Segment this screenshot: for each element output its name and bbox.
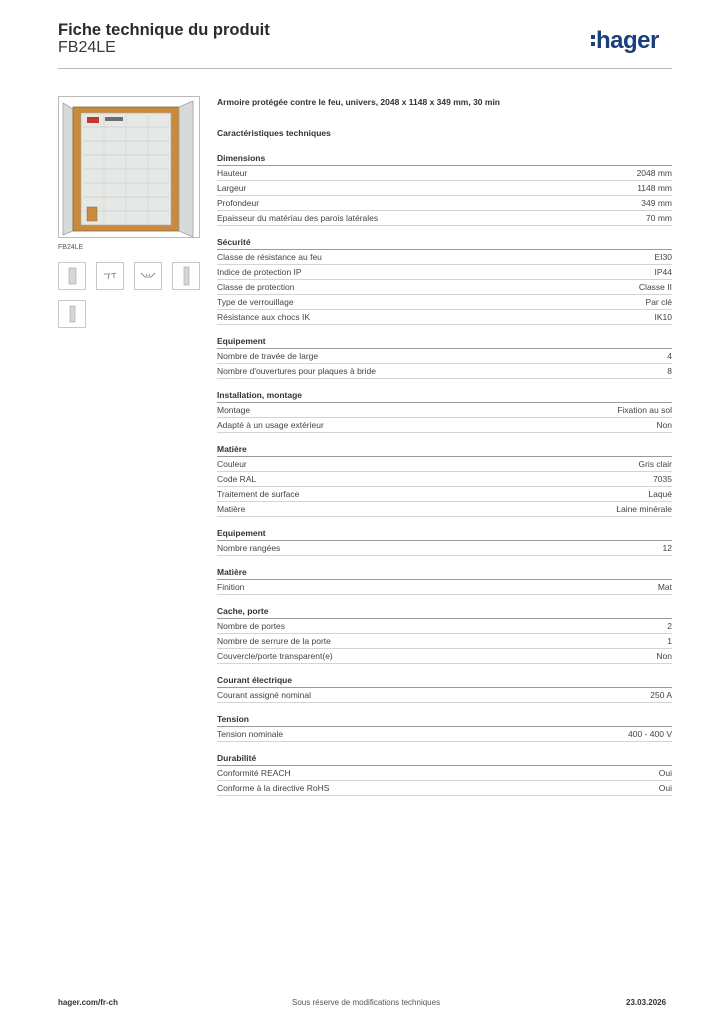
spec-value: 1148 mm bbox=[637, 183, 672, 193]
spec-value: Non bbox=[656, 420, 672, 430]
spec-label: Epaisseur du matériau des parois latérales bbox=[217, 213, 379, 223]
spec-row bbox=[217, 166, 672, 181]
spec-label: Nombre de travée de large bbox=[217, 351, 319, 361]
section bbox=[217, 605, 672, 664]
spec-label: Couleur bbox=[217, 459, 247, 469]
spec-row bbox=[217, 619, 672, 634]
spec-label: Nombre de portes bbox=[217, 621, 286, 631]
spec-row bbox=[217, 766, 672, 781]
spec-row bbox=[217, 196, 672, 211]
spec-value: Laine minérale bbox=[616, 504, 672, 514]
spec-value: 4 bbox=[667, 351, 672, 361]
spec-row bbox=[217, 349, 672, 364]
spec-row bbox=[217, 472, 672, 487]
spec-row bbox=[217, 250, 672, 265]
image-caption: FB24LE bbox=[58, 244, 84, 251]
spec-label: Traitement de surface bbox=[217, 489, 300, 499]
cabinet-side-icon bbox=[173, 263, 199, 289]
thumbnail-drawing-2[interactable] bbox=[134, 262, 162, 290]
spec-label: Matière bbox=[217, 504, 246, 514]
spec-label: Courant assigné nominal bbox=[217, 690, 312, 700]
cabinet-front-icon bbox=[59, 263, 85, 289]
spec-label: Nombre de serrure de la porte bbox=[217, 636, 331, 646]
spec-row bbox=[217, 280, 672, 295]
section bbox=[217, 389, 672, 433]
section-title: Dimensions bbox=[217, 152, 672, 166]
section bbox=[217, 236, 672, 325]
footer-notice: Sous réserve de modifications techniques bbox=[292, 998, 441, 1007]
spec-label: Classe de résistance au feu bbox=[217, 252, 322, 262]
spec-value: 12 bbox=[662, 543, 672, 553]
spec-row bbox=[217, 502, 672, 517]
spec-row bbox=[217, 403, 672, 418]
thumbnail-side-view[interactable] bbox=[172, 262, 200, 290]
spec-label: Finition bbox=[217, 582, 245, 592]
spec-value: Classe II bbox=[638, 282, 672, 292]
spec-value: 2 bbox=[667, 621, 672, 631]
spec-row bbox=[217, 649, 672, 664]
sections-container bbox=[217, 152, 672, 796]
section bbox=[217, 566, 672, 595]
section bbox=[217, 152, 672, 226]
spec-value: 8 bbox=[667, 366, 672, 376]
spec-label: Tension nominale bbox=[217, 729, 284, 739]
section-title: Cache, porte bbox=[217, 605, 672, 619]
spec-value: Oui bbox=[658, 768, 672, 778]
technical-characteristics bbox=[217, 95, 672, 796]
spec-value: 70 mm bbox=[646, 213, 672, 223]
spec-label: Résistance aux chocs IK bbox=[217, 312, 311, 322]
spec-label: Largeur bbox=[217, 183, 247, 193]
cabinet-illustration-icon bbox=[59, 97, 199, 237]
section-title: Tension bbox=[217, 713, 672, 727]
spec-row bbox=[217, 295, 672, 310]
spec-label: Classe de protection bbox=[217, 282, 295, 292]
spec-value: 349 mm bbox=[641, 198, 672, 208]
spec-label: Nombre d'ouvertures pour plaques à bride bbox=[217, 366, 376, 376]
section-title: Equipement bbox=[217, 527, 672, 541]
spec-label: Hauteur bbox=[217, 168, 248, 178]
thumbnail-back-view[interactable] bbox=[58, 300, 86, 328]
spec-label: Conforme à la directive RoHS bbox=[217, 783, 330, 793]
top-view-drawing-icon bbox=[135, 263, 161, 289]
spec-row bbox=[217, 781, 672, 796]
section bbox=[217, 713, 672, 742]
spec-row bbox=[217, 727, 672, 742]
product-description: Armoire protégée contre le feu, univers, 2048 x 1148 x 349 mm, 30 min bbox=[217, 97, 500, 107]
spec-value: Non bbox=[656, 651, 672, 661]
spec-row bbox=[217, 310, 672, 325]
section bbox=[217, 443, 672, 517]
spec-row bbox=[217, 541, 672, 556]
spec-value: IP44 bbox=[654, 267, 672, 277]
spec-value: Gris clair bbox=[638, 459, 672, 469]
thumbnail-front-view[interactable] bbox=[58, 262, 86, 290]
spec-value: Laqué bbox=[648, 489, 672, 499]
spec-row bbox=[217, 418, 672, 433]
spec-label: Profondeur bbox=[217, 198, 260, 208]
spec-row bbox=[217, 688, 672, 703]
section-title: Installation, montage bbox=[217, 389, 672, 403]
section bbox=[217, 335, 672, 379]
section-title: Matière bbox=[217, 443, 672, 457]
spec-row bbox=[217, 457, 672, 472]
spec-value: Oui bbox=[658, 783, 672, 793]
spec-row bbox=[217, 211, 672, 226]
spec-value: 7035 bbox=[653, 474, 672, 484]
section-title: Courant électrique bbox=[217, 674, 672, 688]
spec-row bbox=[217, 634, 672, 649]
spec-label: Nombre rangées bbox=[217, 543, 281, 553]
characteristics-heading: Caractéristiques techniques bbox=[217, 128, 331, 138]
spec-value: Par clé bbox=[645, 297, 672, 307]
spec-row bbox=[217, 181, 672, 196]
spec-value: EI30 bbox=[654, 252, 672, 262]
brand-name: hager bbox=[596, 27, 659, 54]
spec-value: Mat bbox=[657, 582, 672, 592]
product-image[interactable] bbox=[58, 96, 200, 238]
page-title: Fiche technique du produit bbox=[58, 21, 270, 39]
spec-label: Montage bbox=[217, 405, 251, 415]
spec-label: Code RAL bbox=[217, 474, 257, 484]
spec-row bbox=[217, 265, 672, 280]
section-title: Durabilité bbox=[217, 752, 672, 766]
logo-dots-icon bbox=[591, 32, 595, 49]
cabinet-back-icon bbox=[59, 301, 85, 327]
section-title: Matière bbox=[217, 566, 672, 580]
section-title: Sécurité bbox=[217, 236, 672, 250]
spec-value: Fixation au sol bbox=[617, 405, 672, 415]
section bbox=[217, 752, 672, 796]
spec-label: Couvercle/porte transparent(e) bbox=[217, 651, 333, 661]
spec-row bbox=[217, 364, 672, 379]
spec-row bbox=[217, 487, 672, 502]
spec-value: 2048 mm bbox=[636, 168, 672, 178]
header-divider bbox=[58, 68, 672, 69]
section bbox=[217, 674, 672, 703]
spec-label: Indice de protection IP bbox=[217, 267, 302, 277]
spec-row bbox=[217, 580, 672, 595]
spec-label: Type de verrouillage bbox=[217, 297, 294, 307]
spec-value: 400 - 400 V bbox=[628, 729, 672, 739]
thumbnail-drawing-1[interactable] bbox=[96, 262, 124, 290]
spec-label: Conformité REACH bbox=[217, 768, 291, 778]
section bbox=[217, 527, 672, 556]
product-reference: FB24LE bbox=[58, 39, 116, 56]
hager-logo bbox=[591, 27, 659, 55]
spec-value: 250 A bbox=[650, 690, 672, 700]
footer-date: 23.03.2026 bbox=[626, 998, 667, 1007]
footer-website[interactable]: hager.com/fr-ch bbox=[58, 998, 119, 1007]
spec-value: IK10 bbox=[654, 312, 672, 322]
spec-label: Adapté à un usage extérieur bbox=[217, 420, 324, 430]
spec-value: 1 bbox=[667, 636, 672, 646]
section-title: Equipement bbox=[217, 335, 672, 349]
technical-drawing-icon bbox=[97, 263, 123, 289]
